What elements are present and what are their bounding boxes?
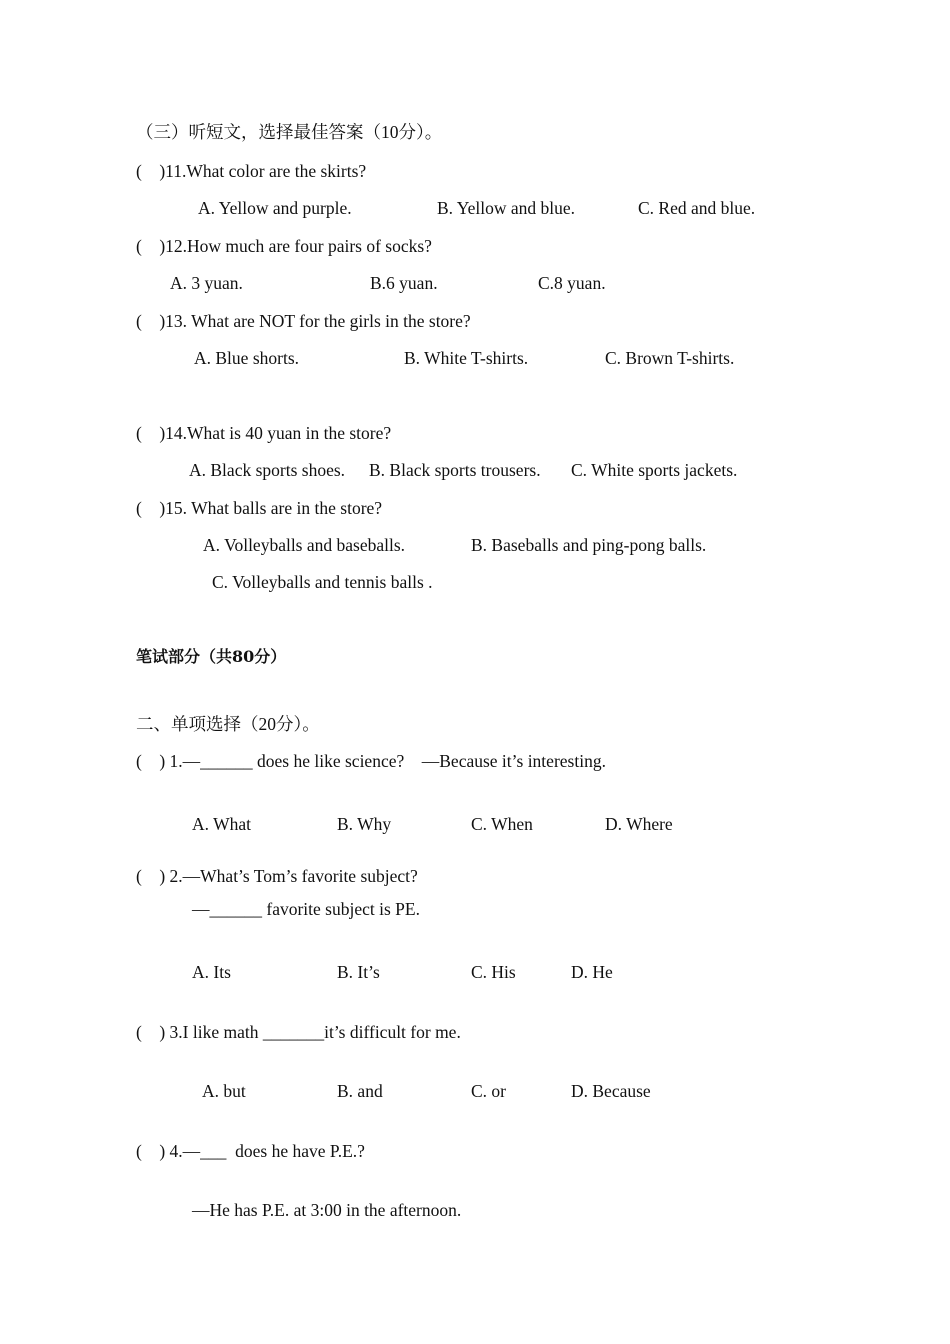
question-2-option-b: B. It’s <box>337 962 380 982</box>
question-2-option-d: D. He <box>571 962 613 982</box>
question-12-stem: ( )12.How much are four pairs of socks? <box>136 236 432 256</box>
question-1-stem: ( ) 1.—______ does he like science? —Because it’s interesting. <box>136 751 606 771</box>
question-14-option-a: A. Black sports shoes. <box>189 460 346 480</box>
question-11-stem: ( )11.What color are the skirts? <box>136 161 367 181</box>
question-2-stem-line2: —______ favorite subject is PE. <box>192 899 420 919</box>
question-12-option-a: A. 3 yuan. <box>170 273 243 293</box>
question-14-stem: ( )14.What is 40 yuan in the store? <box>136 423 392 443</box>
question-1-option-c: C. When <box>471 814 533 834</box>
question-11-option-c: C. Red and blue. <box>638 198 756 218</box>
question-1-option-d: D. Where <box>605 814 673 834</box>
question-3-option-d: D. Because <box>571 1081 651 1101</box>
question-13-option-b: B. White T-shirts. <box>404 348 529 368</box>
question-14-option-c: C. White sports jackets. <box>571 460 738 480</box>
question-3-option-b: B. and <box>337 1081 383 1101</box>
question-3-option-a: A. but <box>202 1081 246 1101</box>
question-13-stem: ( )13. What are NOT for the girls in the store? <box>136 311 471 331</box>
question-15-option-a: A. Volleyballs and baseballs. <box>203 535 406 555</box>
question-15-option-c: C. Volleyballs and tennis balls . <box>212 572 433 592</box>
question-13-option-c: C. Brown T-shirts. <box>605 348 735 368</box>
section-2-heading: 二、单项选择（20分）。 <box>136 714 320 734</box>
section-3-heading: （三）听短文，选择最佳答案（10分）。 <box>136 122 443 142</box>
question-1-option-b: B. Why <box>337 814 392 834</box>
question-4-stem: ( ) 4.—___ does he have P.E.? <box>136 1141 365 1161</box>
question-12-option-c: C.8 yuan. <box>538 273 606 293</box>
question-1-option-a: A. What <box>192 814 251 834</box>
question-15-stem: ( )15. What balls are in the store? <box>136 498 383 518</box>
question-12-option-b: B.6 yuan. <box>370 273 438 293</box>
question-2-stem: ( ) 2.—What’s Tom’s favorite subject? <box>136 866 418 886</box>
question-11-option-b: B. Yellow and blue. <box>437 198 576 218</box>
question-3-stem: ( ) 3.I like math _______it’s difficult for me. <box>136 1022 461 1042</box>
question-11-option-a: A. Yellow and purple. <box>198 198 352 218</box>
question-15-option-b: B. Baseballs and ping-pong balls. <box>471 535 707 555</box>
question-13-option-a: A. Blue shorts. <box>194 348 299 368</box>
question-2-option-c: C. His <box>471 962 516 982</box>
question-3-option-c: C. or <box>471 1081 506 1101</box>
question-2-option-a: A. Its <box>192 962 231 982</box>
question-14-option-b: B. Black sports trousers. <box>369 460 541 480</box>
written-part-heading: 笔试部分（共80分） <box>136 647 287 666</box>
question-4-stem-line2: —He has P.E. at 3:00 in the afternoon. <box>192 1200 462 1220</box>
